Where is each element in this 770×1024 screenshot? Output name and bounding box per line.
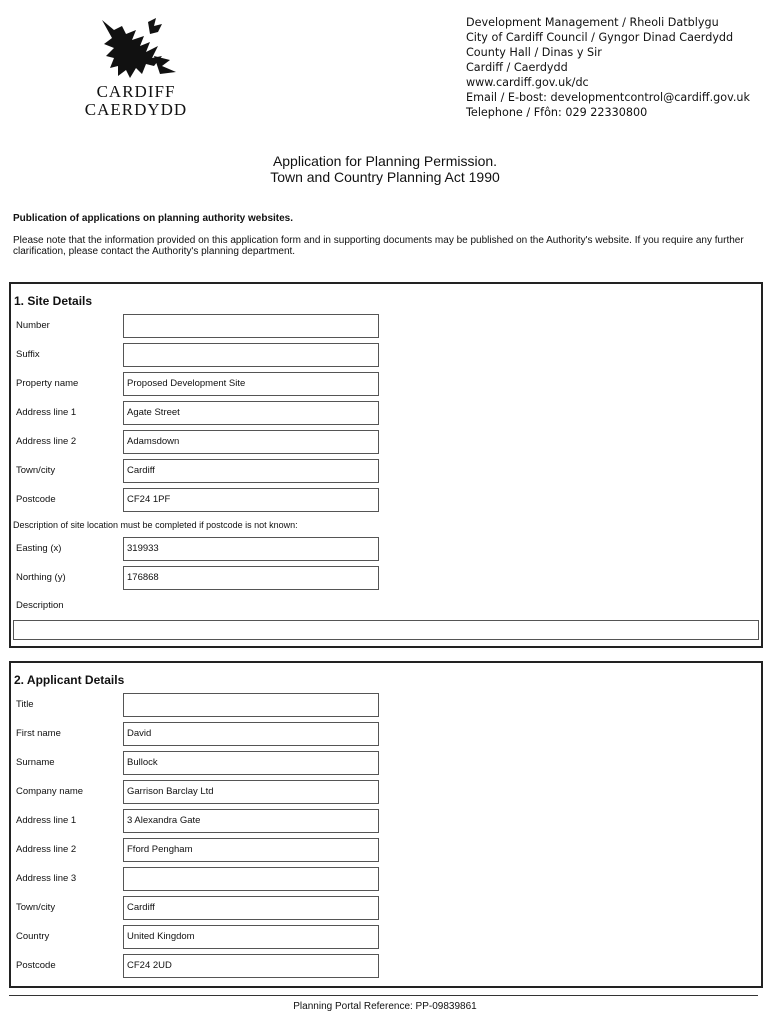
contact-block xyxy=(466,15,750,120)
field-label: Town/city xyxy=(16,465,56,476)
applicant-details-heading: 2. Applicant Details xyxy=(14,673,125,687)
title-input[interactable] xyxy=(123,693,379,717)
field-row-first-name xyxy=(11,722,761,748)
field-row-address-line-2 xyxy=(11,430,761,456)
portal-reference: Planning Portal Reference: PP-09839861 xyxy=(293,1001,477,1012)
field-row-northing xyxy=(11,566,761,592)
location-note: Description of site location must be completed if postcode is not known: xyxy=(13,520,298,530)
field-label: Surname xyxy=(16,757,55,768)
postcode-input[interactable]: CF24 1PF xyxy=(123,488,379,512)
field-label: Property name xyxy=(16,378,79,389)
logo-text-caerdydd: CAERDYDD xyxy=(84,100,188,119)
contact-city: Cardiff / Caerdydd xyxy=(466,61,568,74)
field-row-address-line-2 xyxy=(11,838,761,864)
field-row-number xyxy=(11,314,761,340)
surname-input[interactable]: Bullock xyxy=(123,751,379,775)
town-city-input[interactable]: Cardiff xyxy=(123,459,379,483)
applicant-town-city-input[interactable]: Cardiff xyxy=(123,896,379,920)
field-label: Address line 1 xyxy=(16,407,77,418)
field-label: Easting (x) xyxy=(16,543,62,554)
field-row-company-name xyxy=(11,780,761,806)
field-label: Town/city xyxy=(16,902,56,913)
contact-website[interactable]: www.cardiff.gov.uk/dc xyxy=(466,76,589,89)
property-name-input[interactable]: Proposed Development Site xyxy=(123,372,379,396)
field-row-country xyxy=(11,925,761,951)
field-label: Northing (y) xyxy=(16,572,66,583)
field-label: Address line 2 xyxy=(16,436,77,447)
title-line-1: Application for Planning Permission. xyxy=(272,153,498,169)
field-label: Company name xyxy=(16,786,84,797)
field-row-town-city xyxy=(11,896,761,922)
field-label: Postcode xyxy=(16,494,56,505)
publication-heading: Publication of applications on planning authority websites. xyxy=(13,213,294,224)
field-row-easting xyxy=(11,537,761,563)
field-row-address-line-1 xyxy=(11,809,761,835)
address-line-2-input[interactable]: Adamsdown xyxy=(123,430,379,454)
first-name-input[interactable]: David xyxy=(123,722,379,746)
field-label: Suffix xyxy=(16,349,40,360)
site-details-section xyxy=(9,282,763,648)
field-label: Postcode xyxy=(16,960,56,971)
dragon-crest-icon xyxy=(92,16,180,82)
field-label: First name xyxy=(16,728,61,739)
field-label: Country xyxy=(16,931,50,942)
applicant-postcode-input[interactable]: CF24 2UD xyxy=(123,954,379,978)
description-label: Description xyxy=(16,600,64,611)
field-label: Address line 1 xyxy=(16,815,77,826)
field-label: Title xyxy=(16,699,34,710)
field-label: Address line 2 xyxy=(16,844,77,855)
title-line-2: Town and Country Planning Act 1990 xyxy=(270,169,500,185)
field-row-suffix xyxy=(11,343,761,369)
applicant-address-line-3-input[interactable] xyxy=(123,867,379,891)
site-details-heading: 1. Site Details xyxy=(14,294,93,308)
field-row-title xyxy=(11,693,761,719)
field-row-property-name xyxy=(11,372,761,398)
contact-email[interactable]: Email / E-bost: developmentcontrol@cardiff.gov.uk xyxy=(466,91,750,104)
field-row-surname xyxy=(11,751,761,777)
applicant-address-line-2-input[interactable]: Fford Pengham xyxy=(123,838,379,862)
suffix-input[interactable] xyxy=(123,343,379,367)
field-row-postcode xyxy=(11,954,761,980)
contact-hall: County Hall / Dinas y Sir xyxy=(466,46,602,59)
page-title xyxy=(0,153,770,185)
publication-notice: Please note that the information provided on this application form and in supporting documents may be published on the Authority's website. If you require any further clarification, please contact the Authority's planning department. xyxy=(13,235,744,257)
applicant-address-line-1-input[interactable]: 3 Alexandra Gate xyxy=(123,809,379,833)
logo-text-cardiff: CARDIFF xyxy=(96,82,176,101)
field-label: Number xyxy=(16,320,50,331)
applicant-details-section xyxy=(9,661,763,988)
field-row-address-line-3 xyxy=(11,867,761,893)
address-line-1-input[interactable]: Agate Street xyxy=(123,401,379,425)
contact-department: Development Management / Rheoli Datblygu xyxy=(466,16,719,29)
country-input[interactable]: United Kingdom xyxy=(123,925,379,949)
company-name-input[interactable]: Garrison Barclay Ltd xyxy=(123,780,379,804)
cardiff-council-logo xyxy=(74,16,198,120)
description-input[interactable] xyxy=(13,620,759,640)
contact-council: City of Cardiff Council / Gyngor Dinad Caerdydd xyxy=(466,31,734,44)
contact-telephone: Telephone / Ffôn: 029 22330800 xyxy=(466,106,648,119)
field-row-town-city xyxy=(11,459,761,485)
field-row-postcode xyxy=(11,488,761,514)
number-input[interactable] xyxy=(123,314,379,338)
field-label: Address line 3 xyxy=(16,873,77,884)
field-row-address-line-1 xyxy=(11,401,761,427)
easting-input[interactable]: 319933 xyxy=(123,537,379,561)
northing-input[interactable]: 176868 xyxy=(123,566,379,590)
footer-divider xyxy=(9,995,758,996)
